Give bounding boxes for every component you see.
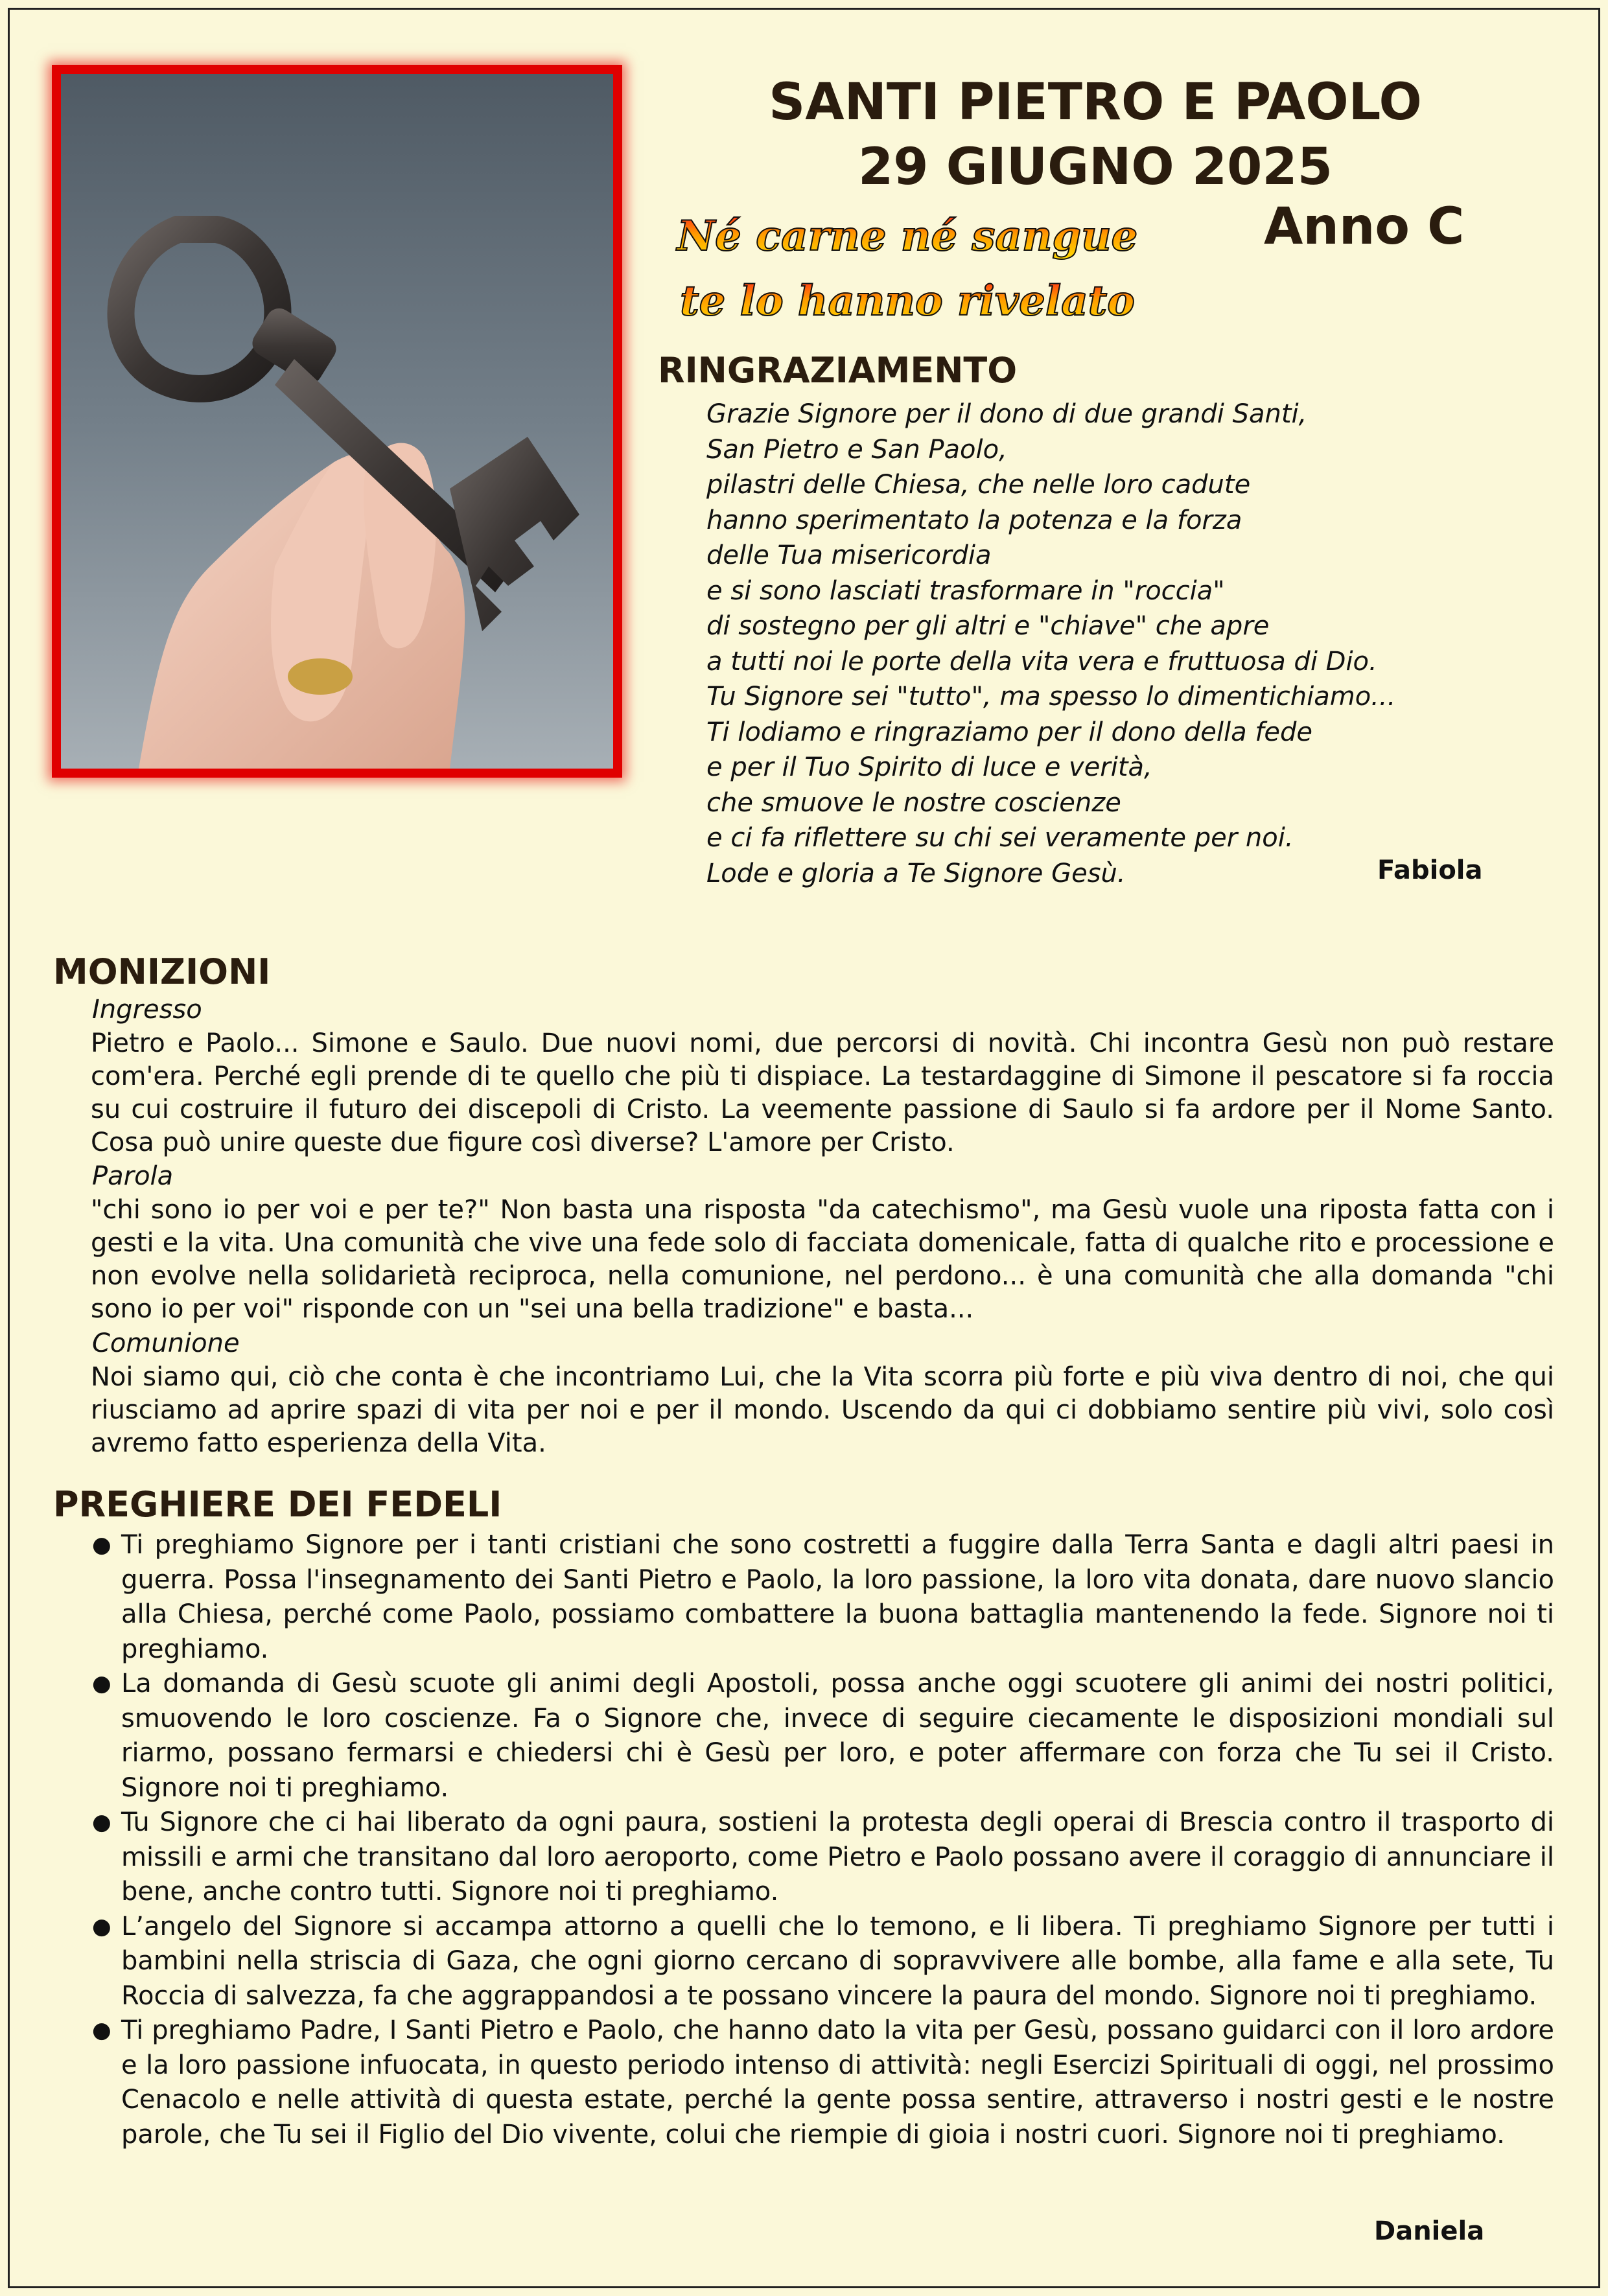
poem-line: pilastri delle Chiesa, che nelle loro cadute xyxy=(706,470,1251,500)
preghiere-heading: PREGHIERE DEI FEDELI xyxy=(53,1484,502,1525)
monizione-label-parola: Parola xyxy=(92,1161,174,1191)
bullet-icon: ● xyxy=(92,1671,111,1697)
poem-line: e si sono lasciati trasformare in "roccia" xyxy=(706,575,1225,606)
poem-line: Grazie Signore per il dono di due grandi Santi, xyxy=(706,399,1307,429)
poem-line: Ti lodiamo e ringraziamo per il dono della fede xyxy=(706,717,1313,747)
prayer-item xyxy=(92,1910,1554,2014)
poem-line: hanno sperimentato la potenza e la forza xyxy=(706,505,1242,535)
signature-fabiola: Fabiola xyxy=(1377,855,1483,885)
prayer-text: Tu Signore che ci hai liberato da ogni paura, sostieni la protesta degli operai di Brescia contro il trasporto di missili e armi che transitano dal loro aeroporto, come Pietro e Paolo possano avere il coraggio di annunciare il bene, anche contro tutti. Signore noi ti preghiamo. xyxy=(121,1807,1554,1907)
prayer-item xyxy=(92,1667,1554,1805)
prayer-text: La domanda di Gesù scuote gli animi degli Apostoli, possa anche oggi scuotere gli animi dei nostri politici, smuovendo le loro coscienze. Fa o Signore che, invece di seguire ciecamente le disposizioni mondiali sul riarmo, possano fermarsi e chiedersi chi è Gesù per loro, e poter affermare con forza che Tu sei il Cristo. Signore noi ti preghiamo. xyxy=(121,1669,1554,1803)
poem-line: di sostegno per gli altri e "chiave" che apre xyxy=(706,611,1270,641)
poem-line: che smuove le nostre coscienze xyxy=(706,787,1121,818)
motto-line-1: Né carne né sangue xyxy=(648,211,1167,262)
poem-line: delle Tua misericordia xyxy=(706,540,992,570)
poem-line: e ci fa riflettere su chi sei veramente per noi. xyxy=(706,823,1294,853)
prayer-text: L’angelo del Signore si accampa attorno a quelli che lo temono, e li libera. Ti preghiamo Signore per tutti i bambini nella striscia di Gaza, che ogni giorno cercano di sopravvivere alle bombe, alla fame e alla sete, Tu Roccia di salvezza, fa che aggrappandosi a te possano vincere la paura del mondo. Signore noi ti preghiamo. xyxy=(121,1911,1554,2011)
poem-line: e per il Tuo Spirito di luce e verità, xyxy=(706,752,1152,782)
preghiere-list xyxy=(92,1528,1554,2152)
ringraziamento-heading: RINGRAZIAMENTO xyxy=(658,350,1018,391)
prayer-text: Ti preghiamo Signore per i tanti cristiani che sono costretti a fuggire dalla Terra Santa e dagli altri paesi in guerra. Possa l'insegnamento dei Santi Pietro e Paolo, la loro passione, la loro vita donata, dare nuovo slancio alla Chiesa, perché come Paolo, possiamo combattere la buona battaglia mantenendo la fede. Signore noi ti preghiamo. xyxy=(121,1530,1554,1664)
page-date: 29 GIUGNO 2025 xyxy=(858,138,1333,196)
bullet-icon: ● xyxy=(92,1532,111,1558)
prayer-text: Ti preghiamo Padre, I Santi Pietro e Paolo, che hanno dato la vita per Gesù, possano guidarci con il loro ardore e la loro passione infuocata, in questo periodo intenso di attività: negli Esercizi Spirituali di oggi, nel prossimo Cenacolo e nelle attività di questa estate, perché la gente possa sentire, attraverso i nostri gesti e le nostre parole, che Tu sei il Figlio del Dio vivente, colui che riempie di gioia i nostri cuori. Signore noi ti preghiamo. xyxy=(121,2015,1554,2150)
prayer-item xyxy=(92,1528,1554,1667)
poem-line: Tu Signore sei "tutto", ma spesso lo dimentichiamo... xyxy=(706,682,1396,712)
bullet-icon: ● xyxy=(92,1809,111,1835)
liturgical-year: Anno C xyxy=(1264,198,1465,256)
monizione-text-ingresso: Pietro e Paolo... Simone e Saulo. Due nuovi nomi, due percorsi di novità. Chi incontra Gesù non può restare com'era. Perché egli prende di te quello che più ti dispiace. La testardaggine di Simone il pescatore si fa roccia su cui costruire il futuro dei discepoli di Cristo. La veemente passione di Saulo si fa ardore per il Nome Santo. Cosa può unire queste due figure così diverse? L'amore per Cristo. xyxy=(91,1028,1554,1157)
page-title: SANTI PIETRO E PAOLO xyxy=(769,73,1422,132)
motto-line-2: te lo hanno rivelato xyxy=(648,275,1167,327)
ringraziamento-poem xyxy=(706,397,1523,891)
prayer-item xyxy=(92,2013,1554,2152)
monizione-text-comunione: Noi siamo qui, ciò che conta è che incontriamo Lui, che la Vita scorra più forte e più viva dentro di noi, che qui riusciamo ad aprire spazi di vita per noi e per il mondo. Uscendo da qui ci dobbiamo sentire più vivi, solo così avremo fatto esperienza della Vita. xyxy=(91,1362,1554,1458)
monizioni-heading: MONIZIONI xyxy=(53,951,271,992)
monizione-text-parola: "chi sono io per voi e per te?" Non basta una risposta "da catechismo", ma Gesù vuole una riposta fatta con i gesti e la vita. Una comunità che vive una fede solo di facciata domenicale, fatta di qualche rito e processione e non evolve nella solidarietà reciproca, nella comunione, nel perdono... è una comunità che alla domanda "chi sono io per voi" risponde con un "sei una bella tradizione" e basta... xyxy=(91,1195,1554,1324)
bullet-icon: ● xyxy=(92,1913,111,1940)
monizione-label-ingresso: Ingresso xyxy=(92,995,202,1025)
key-icon xyxy=(61,74,613,769)
prayer-item xyxy=(92,1805,1554,1910)
key-in-hand-photo xyxy=(52,65,622,778)
poem-line: a tutti noi le porte della vita vera e fruttuosa di Dio. xyxy=(706,646,1377,677)
poem-line: Lode e gloria a Te Signore Gesù. xyxy=(706,858,1126,888)
monizione-label-comunione: Comunione xyxy=(92,1328,240,1358)
bullet-icon: ● xyxy=(92,2017,111,2043)
poem-line: San Pietro e San Paolo, xyxy=(706,434,1007,465)
signature-daniela: Daniela xyxy=(1374,2216,1485,2246)
